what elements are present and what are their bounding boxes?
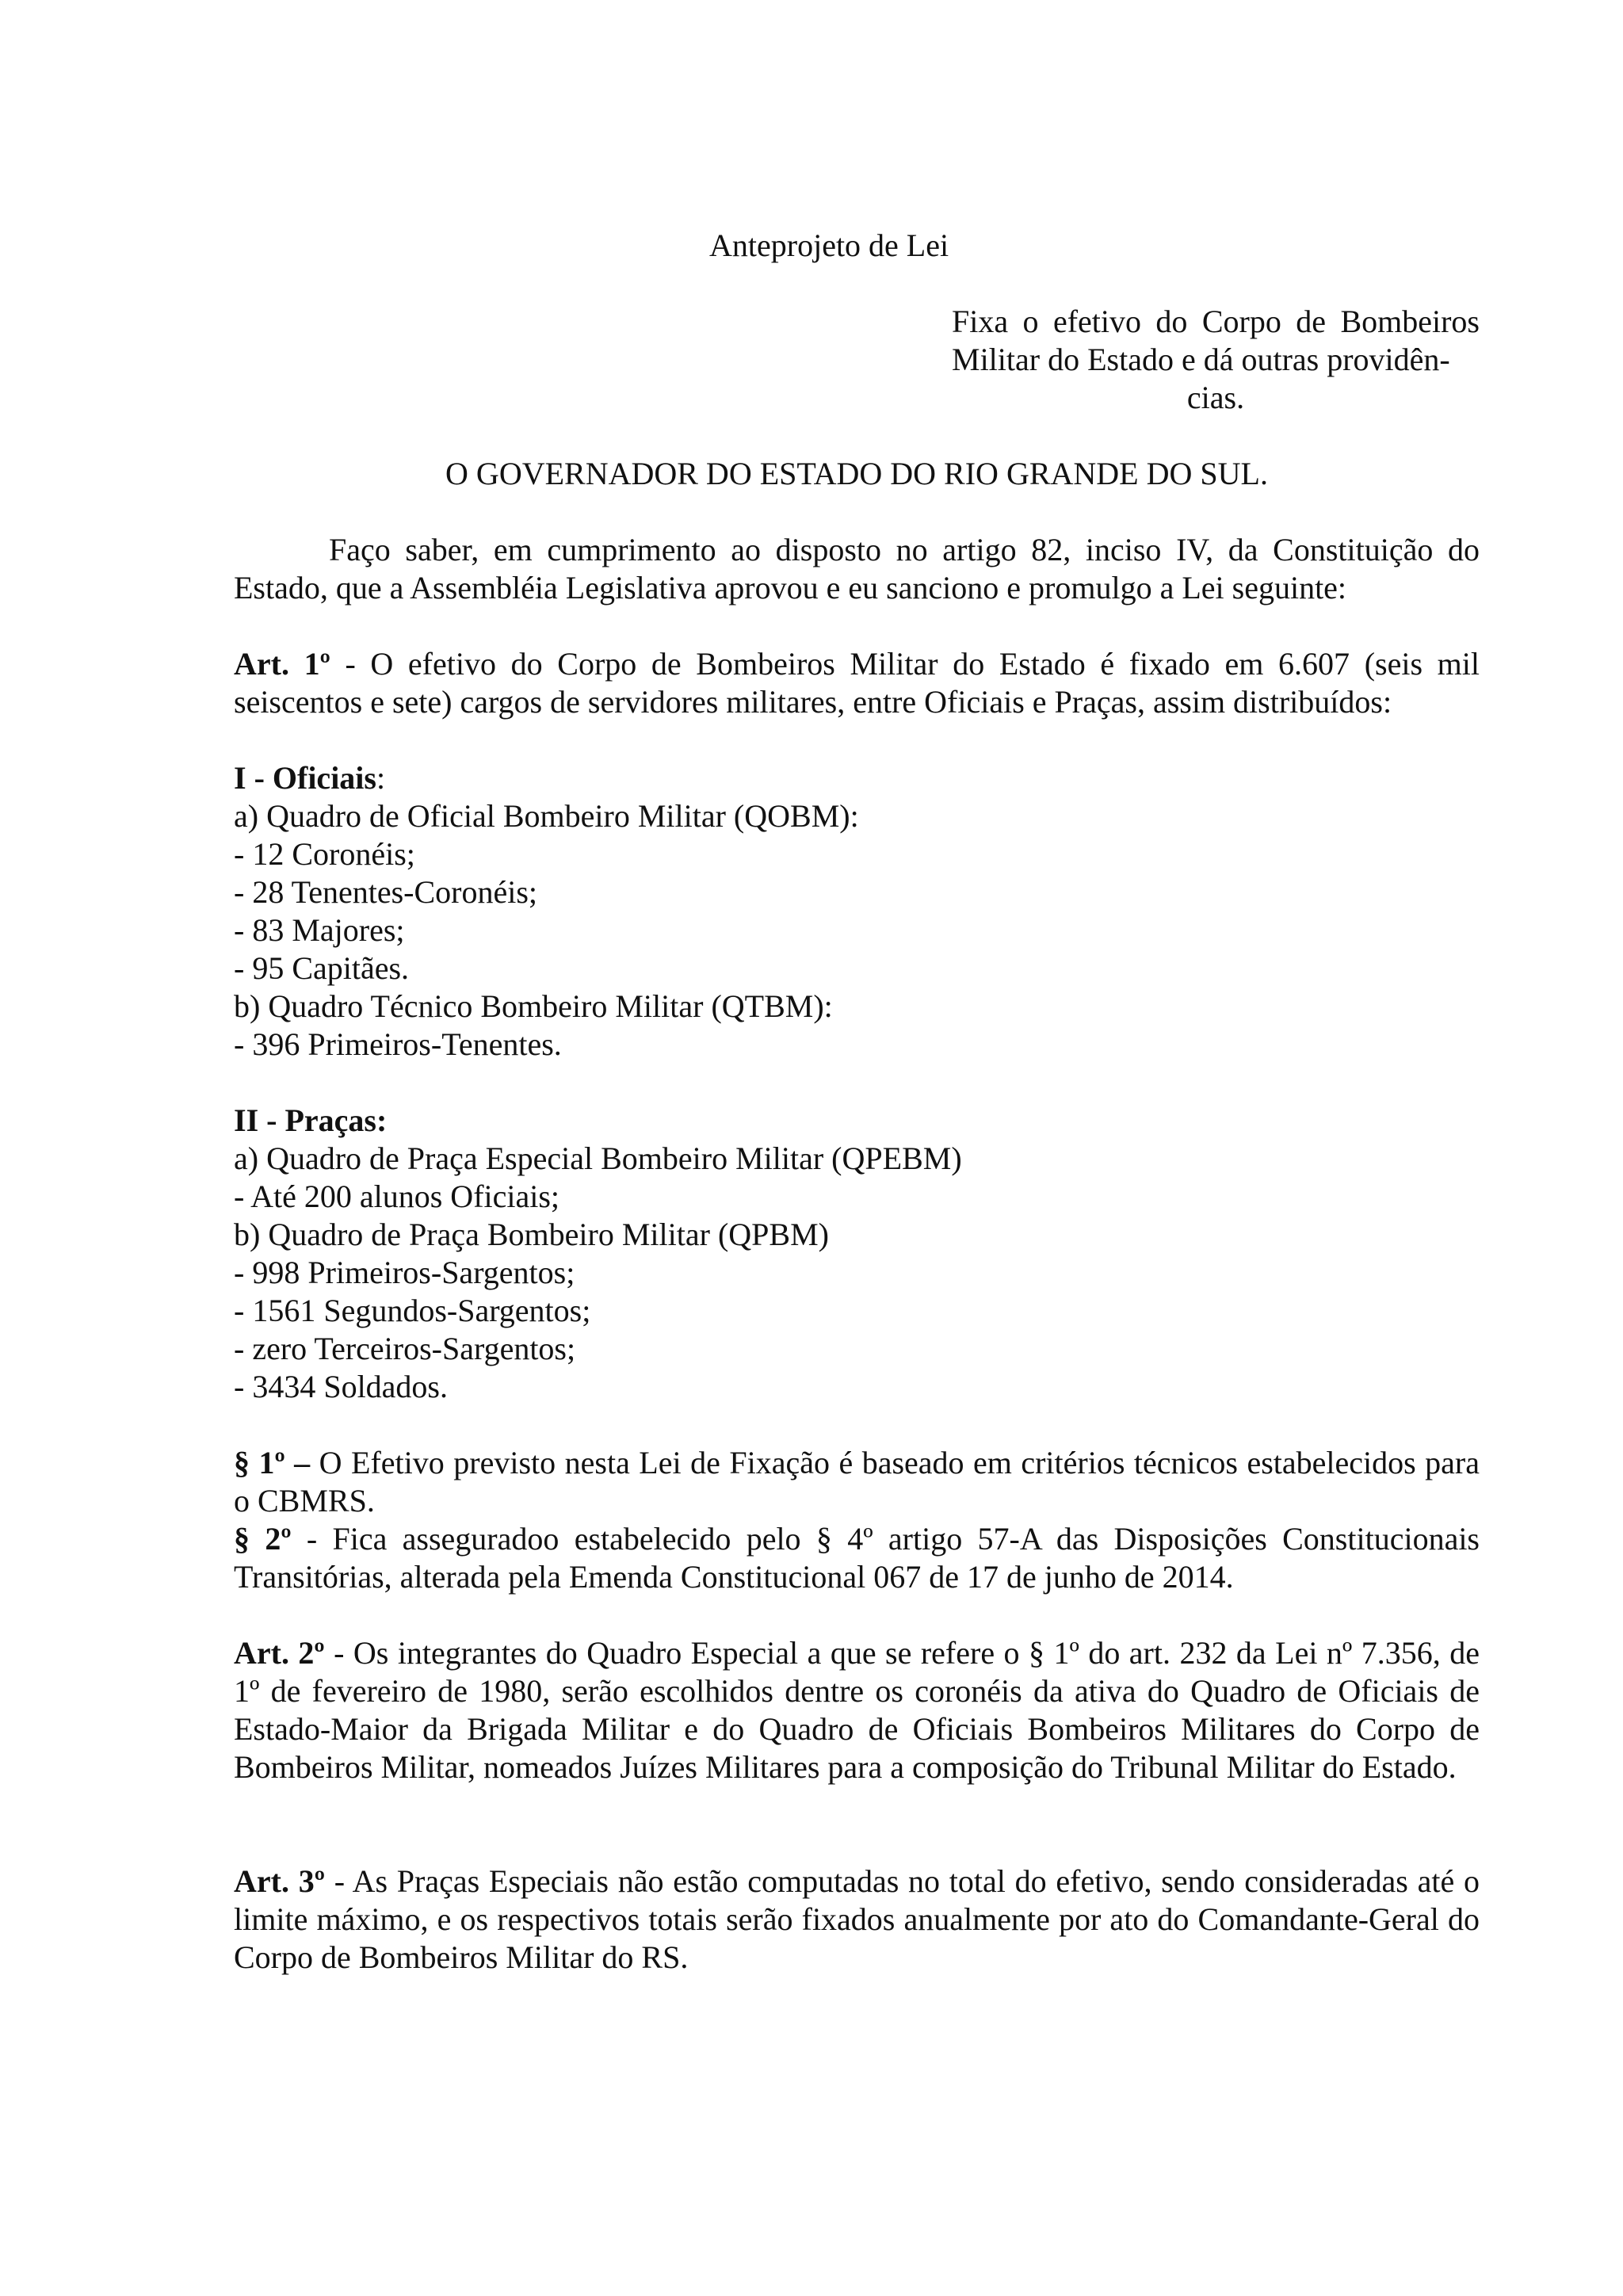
list-item: - 396 Primeiros-Tenentes. [234,1026,562,1062]
list-item: b) Quadro Técnico Bombeiro Militar (QTBM): [234,988,833,1024]
list-item: - 28 Tenentes-Coronéis; [234,874,538,910]
paragraph-1 [234,1444,1480,1520]
paragraph-2-label: § 2º [234,1521,292,1557]
article-1 [234,645,1480,721]
document-title: Anteprojeto de Lei [709,227,949,263]
list-item: b) Quadro de Praça Bombeiro Militar (QPBM) [234,1217,829,1252]
list-item: a) Quadro de Praça Especial Bombeiro Militar (QPEBM) [234,1140,962,1176]
article-3-text: - As Praças Especiais não estão computadas no total do efetivo, sendo consideradas até o limite máximo, e os respectivos totais serão fixados anualmente por ato do Comandante-Geral do Corpo de Bombeiros Militar do RS. [234,1863,1480,1975]
list-item: - Até 200 alunos Oficiais; [234,1179,560,1214]
section-pracas [234,1102,1480,1406]
section-oficiais-title: I - Oficiais [234,760,376,796]
section-oficiais-colon: : [376,760,386,796]
list-item: - zero Terceiros-Sargentos; [234,1331,576,1366]
article-2-text: - Os integrantes do Quadro Especial a que se refere o § 1º do art. 232 da Lei nº 7.356, de 1º de fevereiro de 1980, serão escolhidos dentre os coronéis da ativa do Quadro de Oficiais de Estado-Maior da Brigada Militar e do Quadro de Oficiais Bombeiros Militares do Corpo de Bombeiros Militar, nomeados Juízes Militares para a composição do Tribunal Militar do Estado. [234,1635,1480,1785]
list-item: a) Quadro de Oficial Bombeiro Militar (QOBM): [234,798,859,834]
list-item: - 1561 Segundos-Sargentos; [234,1293,591,1328]
article-3 [234,1862,1480,1977]
paragraph-1-label: § 1º – [234,1445,311,1480]
list-item: - 12 Coronéis; [234,836,415,872]
section-oficiais-heading [234,759,1480,797]
preamble: Faço saber, em cumprimento ao disposto no artigo 82, inciso IV, da Constituição do Estado, que a Assembléia Legislativa aprovou e eu sanciono e promulgo a Lei seguinte: [234,532,1480,606]
section-oficiais [234,759,1480,1064]
ementa [952,303,1480,417]
section-pracas-title: II - Praças: [234,1102,388,1138]
section-pracas-heading [234,1102,1480,1140]
article-2-label: Art. 2º [234,1635,325,1671]
paragraph-2 [234,1520,1480,1596]
list-item: - 95 Capitães. [234,950,410,986]
article-2 [234,1634,1480,1786]
list-item: - 998 Primeiros-Sargentos; [234,1255,575,1290]
article-1-label: Art. 1º [234,646,330,682]
list-item: - 83 Majores; [234,912,405,948]
document-page [234,227,1480,1977]
paragraph-1-text: O Efetivo previsto nesta Lei de Fixação é baseado em critérios técnicos estabelecidos para o CBMRS. [234,1445,1480,1519]
article-1-text: - O efetivo do Corpo de Bombeiros Militar do Estado é fixado em 6.607 (seis mil seiscentos e sete) cargos de servidores militares, entre Oficiais e Praças, assim distribuídos: [234,646,1480,720]
governor-heading: O GOVERNADOR DO ESTADO DO RIO GRANDE DO SUL. [445,456,1268,491]
ementa-line: cias. [1186,380,1245,415]
ementa-line: Fixa o efetivo do Corpo de Bombeiros Militar do Estado e dá outras providên- [952,304,1480,377]
paragraph-2-text: - Fica asseguradoo estabelecido pelo § 4º artigo 57-A das Disposições Constitucionais Transitórias, alterada pela Emenda Constitucional 067 de 17 de junho de 2014. [234,1521,1480,1595]
article-3-label: Art. 3º [234,1863,325,1899]
list-item: - 3434 Soldados. [234,1369,448,1404]
